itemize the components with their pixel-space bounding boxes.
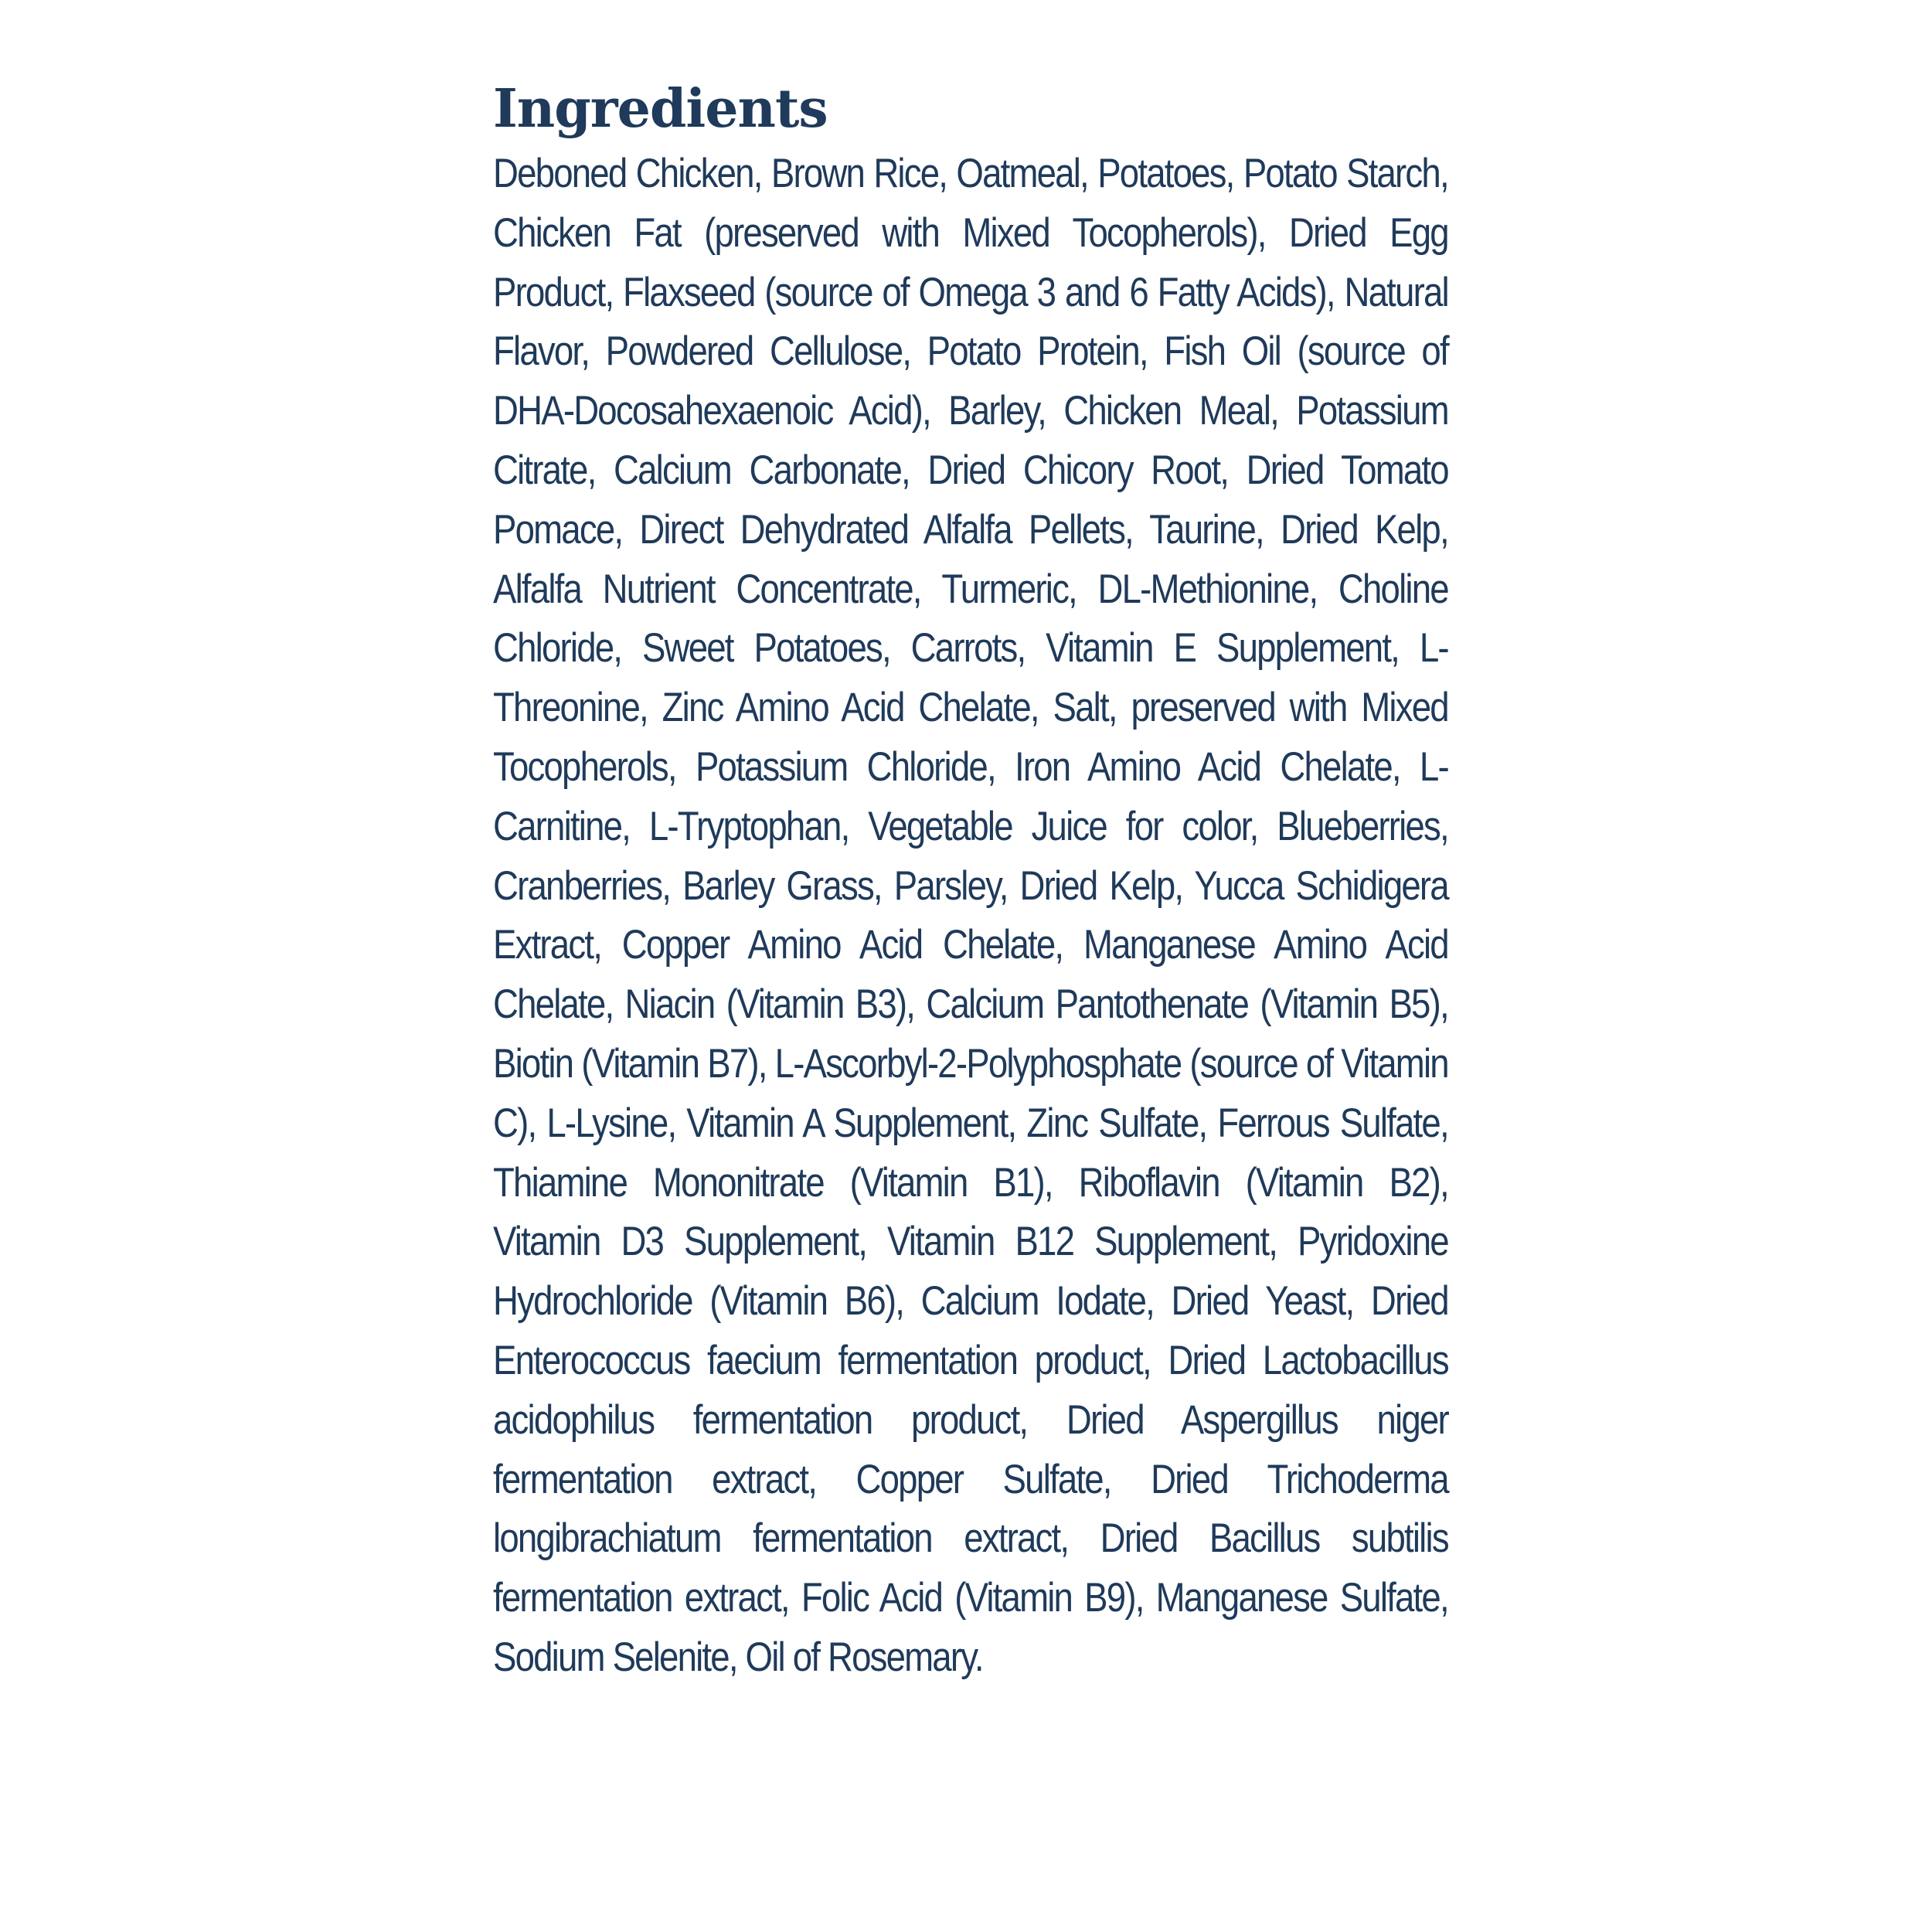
ingredients-heading: Ingredients — [493, 78, 828, 140]
ingredients-panel — [493, 73, 1448, 1688]
ingredients-list: Deboned Chicken, Brown Rice, Oatmeal, Potatoes, Potato Starch, Chicken Fat (preserved with Mixed Tocopherols), Dried Egg Product, Flaxseed (source of Omega 3 and 6 Fatty Acids), Natural Flavor, Powdered Cellulose, Potato Protein, Fish Oil (source of DHA-Docosahexaenoic Acid), Barley, Chicken Meal, Potassium Citrate, Calcium Carbonate, Dried Chicory Root, Dried Tomato Pomace, Direct Dehydrated Alfalfa Pellets, Taurine, Dried Kelp, Alfalfa Nutrient Concentrate, Turmeric, DL-Methionine, Choline Chloride, Sweet Potatoes, Carrots, Vitamin E Supplement, L-Threonine, Zinc Amino Acid Chelate, Salt, preserved with Mixed Tocopherols, Potassium Chloride, Iron Amino Acid Chelate, L-Carnitine, L-Tryptophan, Vegetable Juice for color, Blueberries, Cranberries, Barley Grass, Parsley, Dried Kelp, Yucca Schidigera Extract, Copper Amino Acid Chelate, Manganese Amino Acid Chelate, Niacin (Vitamin B3), Calcium Pantothenate (Vitamin B5), Biotin (Vitamin B7), L-Ascorbyl-2-Polyphosphate (source of Vitamin C), L-Lysine, Vitamin A Supplement, Zinc Sulfate, Ferrous Sulfate, Thiamine Mononitrate (Vitamin B1), Riboflavin (Vitamin B2), Vitamin D3 Supplement, Vitamin B12 Supplement, Pyridoxine Hydrochloride (Vitamin B6), Calcium Iodate, Dried Yeast, Dried Enterococcus faecium fermentation product, Dried Lactobacillus acidophilus fermentation product, Dried Aspergillus niger fermentation extract, Copper Sulfate, Dried Trichoderma longibrachiatum fermentation extract, Dried Bacillus subtilis fermentation extract, Folic Acid (Vitamin B9), Manganese Sulfate, Sodium Selenite, Oil of Rosemary. — [493, 151, 1448, 1680]
